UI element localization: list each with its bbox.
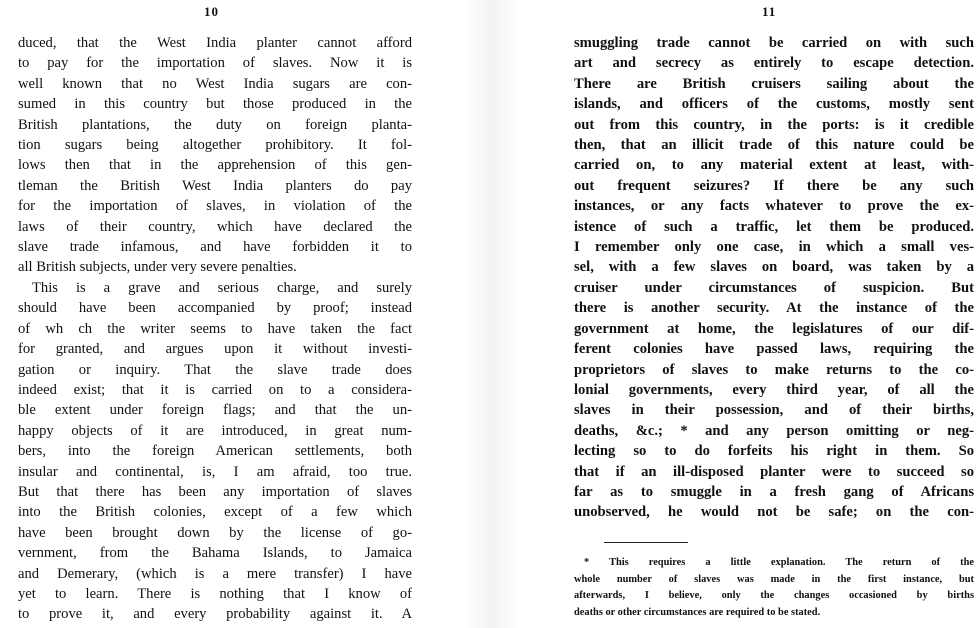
text-line: happy objects of it are introduced, in great num- bbox=[18, 422, 412, 439]
text-line: into the British colonies, except of a few which bbox=[18, 504, 412, 521]
text-line: for granted, and argues upon it without investi- bbox=[18, 341, 412, 358]
text-line: slaves in their possession, and of their births, bbox=[574, 402, 974, 419]
text-line: slave trade infamous, and have forbidden it to bbox=[18, 239, 412, 256]
text-line: far as to smuggle in a fresh gang of Africans bbox=[574, 483, 974, 500]
text-line: then, that an illicit trade of this nature could be bbox=[574, 137, 974, 154]
footnote-line: afterwards, I believe, only the changes occasioned by births bbox=[574, 590, 974, 602]
text-line: well known that no West India sugars are con- bbox=[18, 75, 412, 92]
text-line: sel, with a few slaves on board, was taken by a bbox=[574, 259, 974, 276]
text-line: I remember only one case, in which a small ves- bbox=[574, 239, 974, 256]
text-line: duced, that the West India planter cannot afford bbox=[18, 35, 412, 51]
text-line: lonial governments, every third year, of all the bbox=[574, 381, 974, 398]
text-line: unobserved, he would not be safe; on the con- bbox=[574, 504, 974, 521]
text-line: should have been accompanied by proof; instead bbox=[18, 300, 412, 317]
text-line: for the importation of slaves, in violation of the bbox=[18, 198, 412, 215]
text-line: tleman the British West India planters do pay bbox=[18, 177, 412, 194]
text-line: There are British cruisers sailing about the bbox=[574, 75, 974, 92]
text-line: out from this country, in the ports: is it credible bbox=[574, 116, 974, 133]
text-line: proprietors of slaves to make returns to the co- bbox=[574, 361, 974, 378]
text-line: bers, into the foreign American settlements, both bbox=[18, 443, 412, 460]
footnote-line: * This requires a little explanation. The return of the bbox=[584, 557, 974, 568]
text-line: istence of such a traffic, let them be produced. bbox=[574, 218, 974, 235]
text-line: instances, or any facts whatever to prove the ex- bbox=[574, 198, 974, 215]
text-line: of wh ch the writer seems to have taken the fact bbox=[18, 320, 412, 337]
left-page-body bbox=[18, 33, 412, 625]
text-line: and Demerary, (which is a mere transfer) I have bbox=[18, 565, 412, 582]
footnote-divider bbox=[604, 542, 688, 543]
text-line: ble extent under foreign flags; and that the un- bbox=[18, 402, 412, 419]
text-line: lows then that in the apprehension of this gen- bbox=[18, 157, 412, 174]
left-page-number: 10 bbox=[204, 4, 219, 19]
text-line: ferent colonies have passed laws, requiring the bbox=[574, 341, 974, 358]
text-line: tion sugars being altogether prohibitory. It fol- bbox=[18, 137, 412, 154]
left-page bbox=[0, 0, 430, 628]
text-line: British plantations, the duty on foreign planta- bbox=[18, 116, 412, 133]
text-line: out frequent seizures? If there be any such bbox=[574, 177, 974, 194]
text-line: laws of their country, which have declared the bbox=[18, 218, 412, 235]
right-page-body bbox=[574, 33, 974, 523]
text-line: to pay for the importation of slaves. Now it is bbox=[18, 55, 412, 72]
text-line: carried on, to any material extent at least, with- bbox=[574, 157, 974, 174]
footnote-line: deaths or other circumstances are required to be stated. bbox=[574, 606, 821, 618]
text-line: cruiser under circumstances of suspicion. But bbox=[574, 279, 974, 296]
text-line: art and secrecy as entirely to escape detection. bbox=[574, 55, 974, 72]
text-line: lecting so to do forfeits his right in them. So bbox=[574, 443, 974, 460]
text-line: indeed exist; that it is carried on to a considera- bbox=[18, 381, 412, 398]
text-line: to prove it, and every probability against it. A bbox=[18, 606, 412, 623]
text-line: sumed in this country but those produced in the bbox=[18, 96, 412, 113]
text-line: gation or inquiry. That the slave trade does bbox=[18, 361, 412, 378]
book-gutter bbox=[462, 0, 522, 628]
text-line: vernment, from the Bahama Islands, to Jamaica bbox=[18, 545, 412, 562]
text-line: This is a grave and serious charge, and surely bbox=[32, 279, 412, 296]
text-line: But that there has been any importation of slaves bbox=[18, 483, 412, 500]
right-page-number: 11 bbox=[762, 4, 777, 19]
footnote bbox=[574, 555, 974, 621]
text-line: islands, and officers of the customs, mostly sent bbox=[574, 96, 974, 113]
text-line: deaths, &c.; * and any person omitting or neg- bbox=[574, 422, 974, 439]
text-line: there is another security. At the instance of the bbox=[574, 300, 974, 317]
text-line: government at home, the legislatures of our dif- bbox=[574, 320, 974, 337]
text-line: have been brought down by the license of go- bbox=[18, 524, 412, 541]
text-line: all British subjects, under very severe penalties. bbox=[18, 259, 297, 276]
right-page bbox=[556, 0, 980, 628]
text-line: that if an ill-disposed planter were to succeed so bbox=[574, 463, 974, 480]
text-line: smuggling trade cannot be carried on with such bbox=[574, 35, 974, 51]
footnote-line: whole number of slaves was made in the first instance, but bbox=[574, 573, 974, 585]
text-line: insular and continental, is, I am afraid, too true. bbox=[18, 463, 412, 480]
text-line: yet to learn. There is nothing that I know of bbox=[18, 585, 412, 602]
